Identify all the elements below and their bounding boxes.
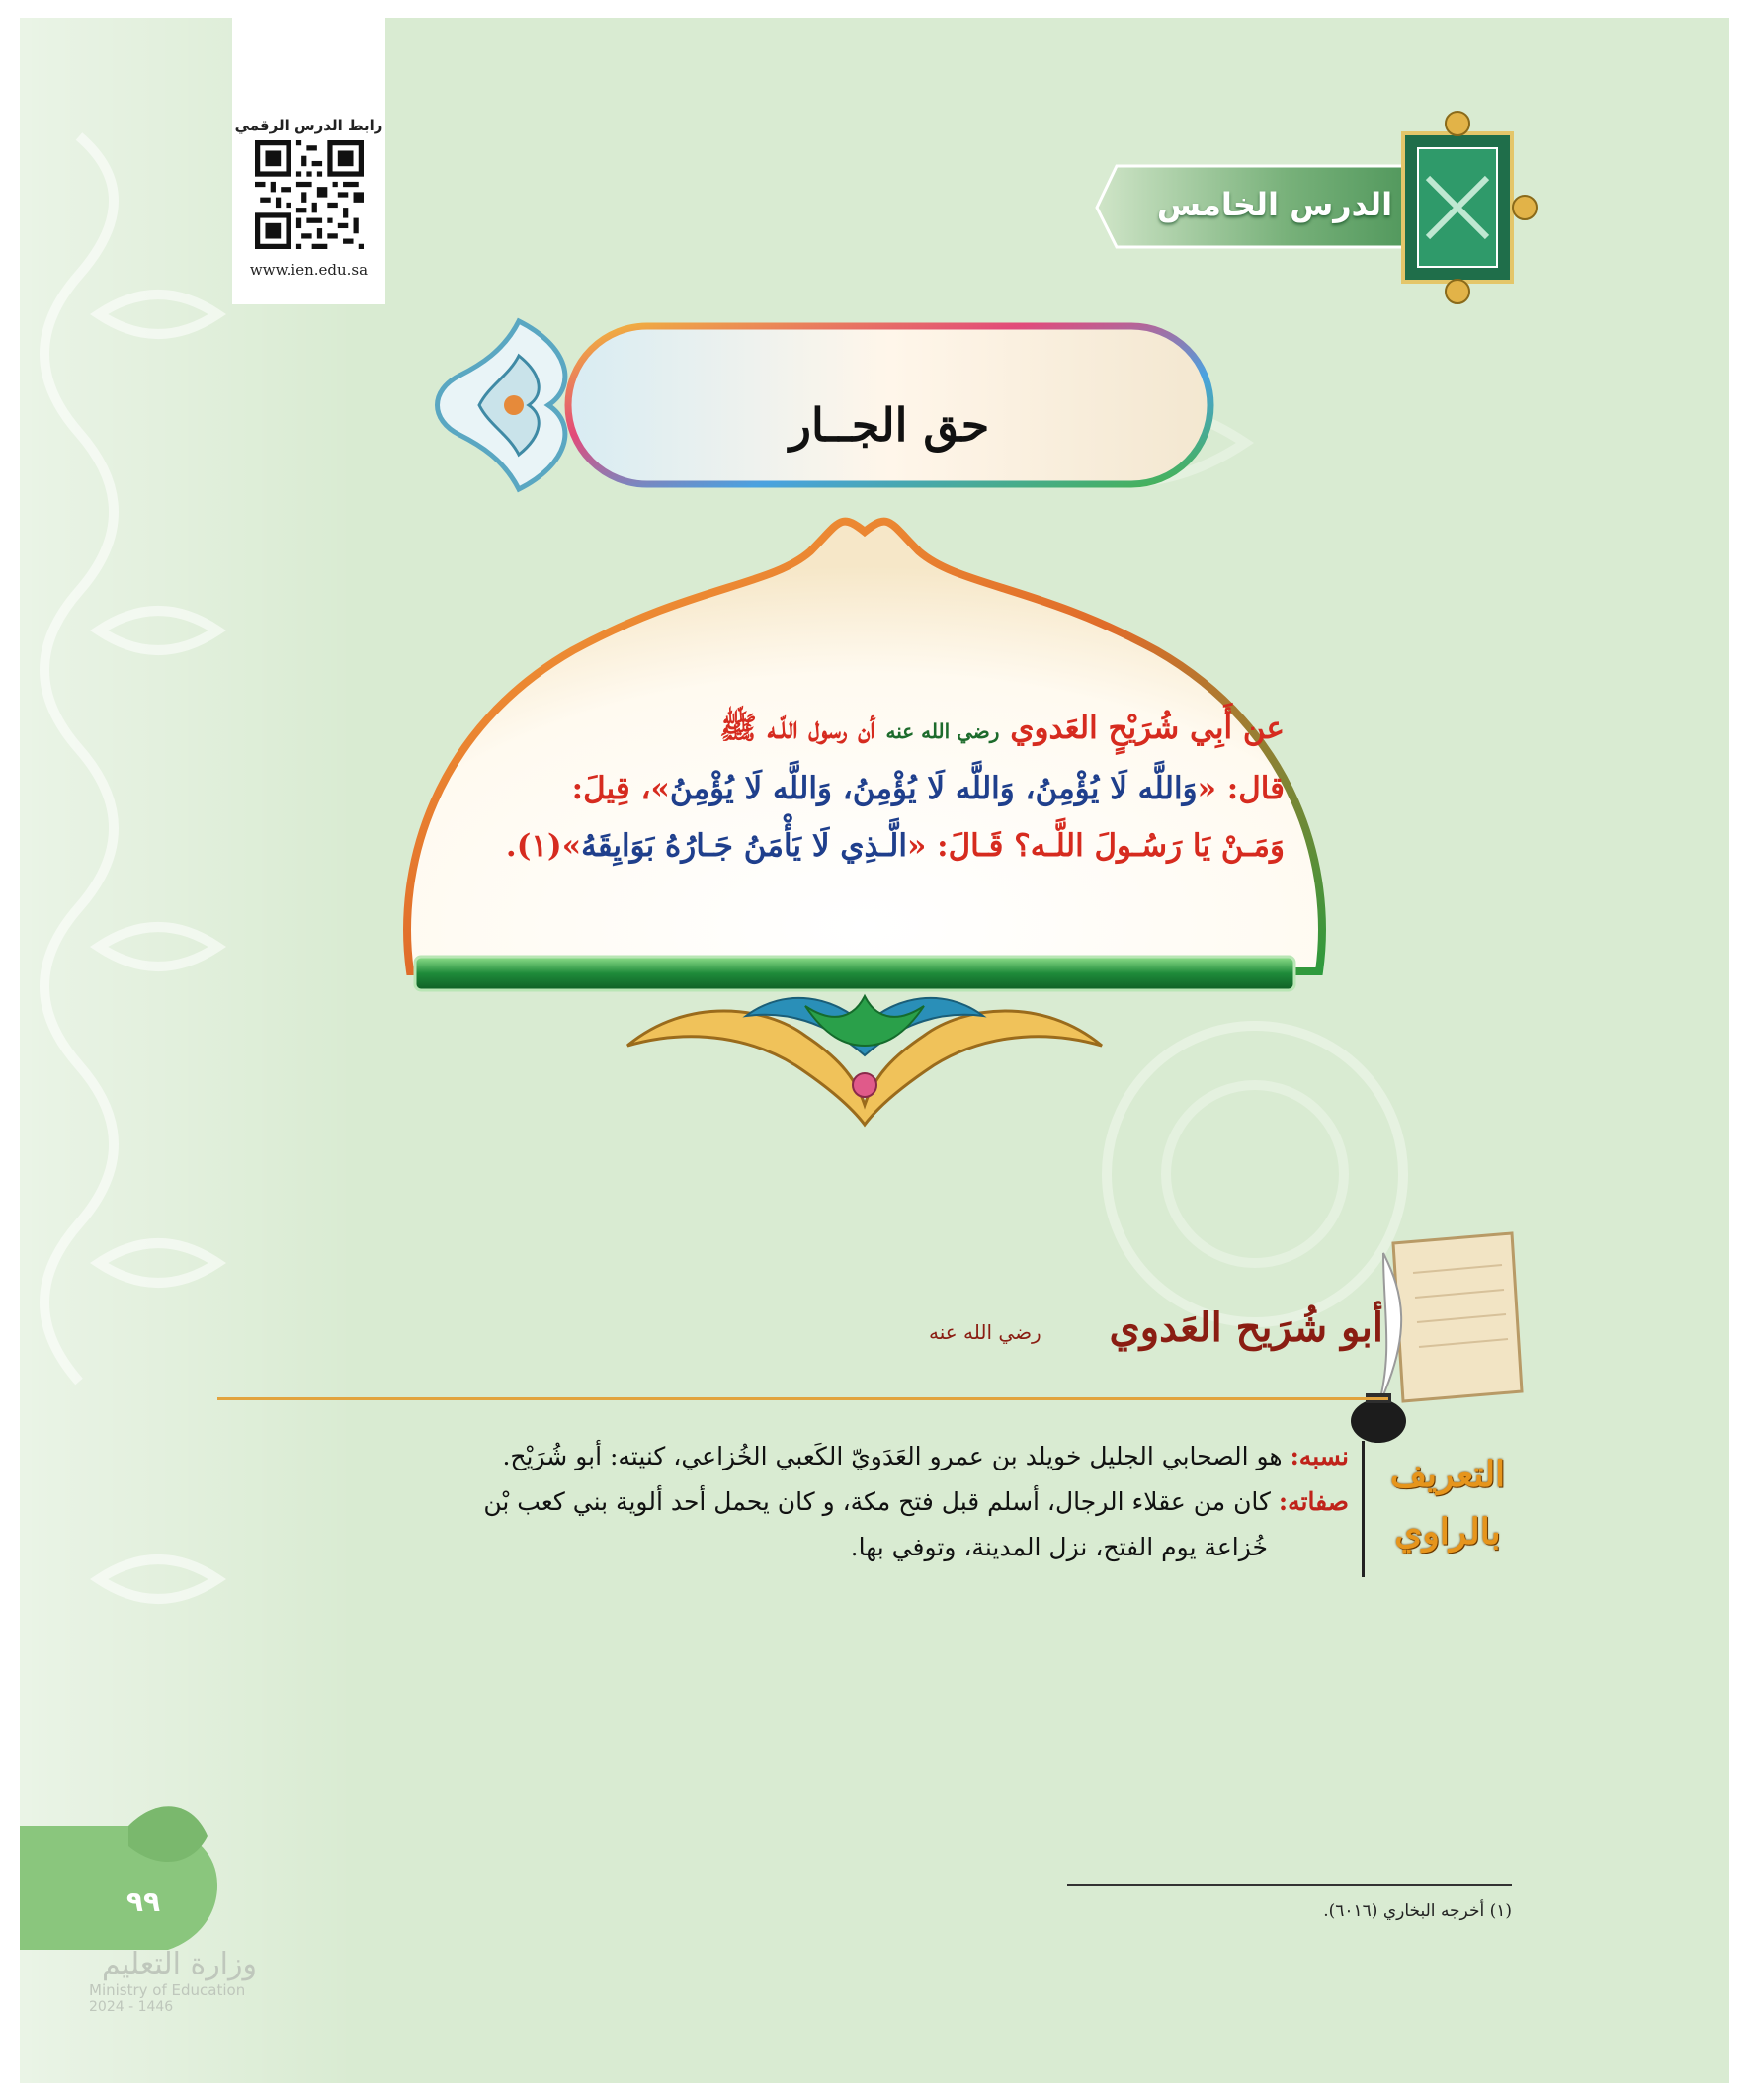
side-label-line-1: التعريف: [1389, 1454, 1506, 1495]
hadith-question: وَمَـنْ يَا رَسُـولَ اللَّـه؟ قَـالَ: «: [906, 828, 1285, 864]
bio-lineage: [242, 1434, 1349, 1479]
hadith-line-2: [435, 760, 1285, 817]
traits-label: صفاته:: [1278, 1487, 1349, 1516]
hadith-text: [435, 700, 1285, 875]
hadith-end: »(١).: [505, 828, 582, 864]
background-ornament: [20, 18, 1729, 2083]
hadith-qala: قال: «: [1197, 771, 1285, 806]
lineage-label: نسبه:: [1290, 1442, 1349, 1470]
traits-text: كان من عقلاء الرجال، أسلم قبل فتح مكة، و كان يحمل أحد ألوية بني كعب بْن: [483, 1487, 1271, 1516]
qr-url-link[interactable]: www.ien.edu.sa: [249, 261, 369, 279]
qr-code-icon[interactable]: [255, 140, 364, 249]
hadith-intro: عن أَبِي شُرَيْحٍ العَدوي: [1010, 711, 1285, 746]
textbook-page: [20, 18, 1729, 2083]
hadith-qila: »، قِيلَ:: [571, 771, 670, 806]
narrator-bio: [242, 1434, 1349, 1570]
honorific-radiallahu: رضي الله عنه: [885, 719, 1000, 743]
section-divider: [217, 1397, 1388, 1400]
traits-text-continued: خُزاعة يوم الفتح، نزل المدينة، وتوفي بها.: [850, 1533, 1268, 1561]
bio-traits: [242, 1479, 1349, 1525]
ministry-arabic: وزارة التعليم: [101, 1947, 257, 1981]
narrator-side-label: [1364, 1446, 1532, 1560]
page-number: ٩٩: [125, 1886, 161, 1918]
ministry-year: 2024 - 1446: [89, 1999, 174, 2015]
hadith-line-3: [435, 817, 1285, 875]
lineage-text: هو الصحابي الجليل خويلد بن عمرو العَدَويّ الكَعبي الخُزاعي، كنيته: أبو شُرَيْح.: [502, 1442, 1283, 1470]
narrator-honorific: رضي الله عنه: [929, 1320, 1041, 1344]
qr-card[interactable]: [232, 18, 385, 304]
narrator-name: أبو شُرَيح العَدوي: [1109, 1304, 1383, 1351]
footnote: (١) أخرجه البخاري (٦٠١٦).: [1323, 1901, 1512, 1921]
side-label-line-2: بالراوي: [1394, 1511, 1501, 1553]
pbuh-glyph: ﷺ: [719, 711, 757, 746]
page-title: حق الجــار: [789, 398, 990, 452]
ministry-english: Ministry of Education: [89, 1981, 246, 1999]
hadith-quote-1: وَاللَّه لَا يُؤْمِنُ، وَاللَّه لَا يُؤْمِنُ، وَاللَّه لَا يُؤْمِنُ: [669, 771, 1198, 806]
lesson-label: الدرس الخامس: [1156, 186, 1393, 223]
hadith-line-1: [435, 700, 1285, 760]
hadith-intro-rest: أن رسول اللّـه: [767, 711, 875, 746]
ministry-logo: [89, 1947, 326, 2015]
hadith-quote-2: الَّـذِي لَا يَأْمَنُ جَـارُهُ بَوَايِقَهُ: [581, 828, 907, 864]
qr-label: رابط الدرس الرقمي: [234, 117, 383, 134]
footnote-divider: [1067, 1884, 1512, 1886]
